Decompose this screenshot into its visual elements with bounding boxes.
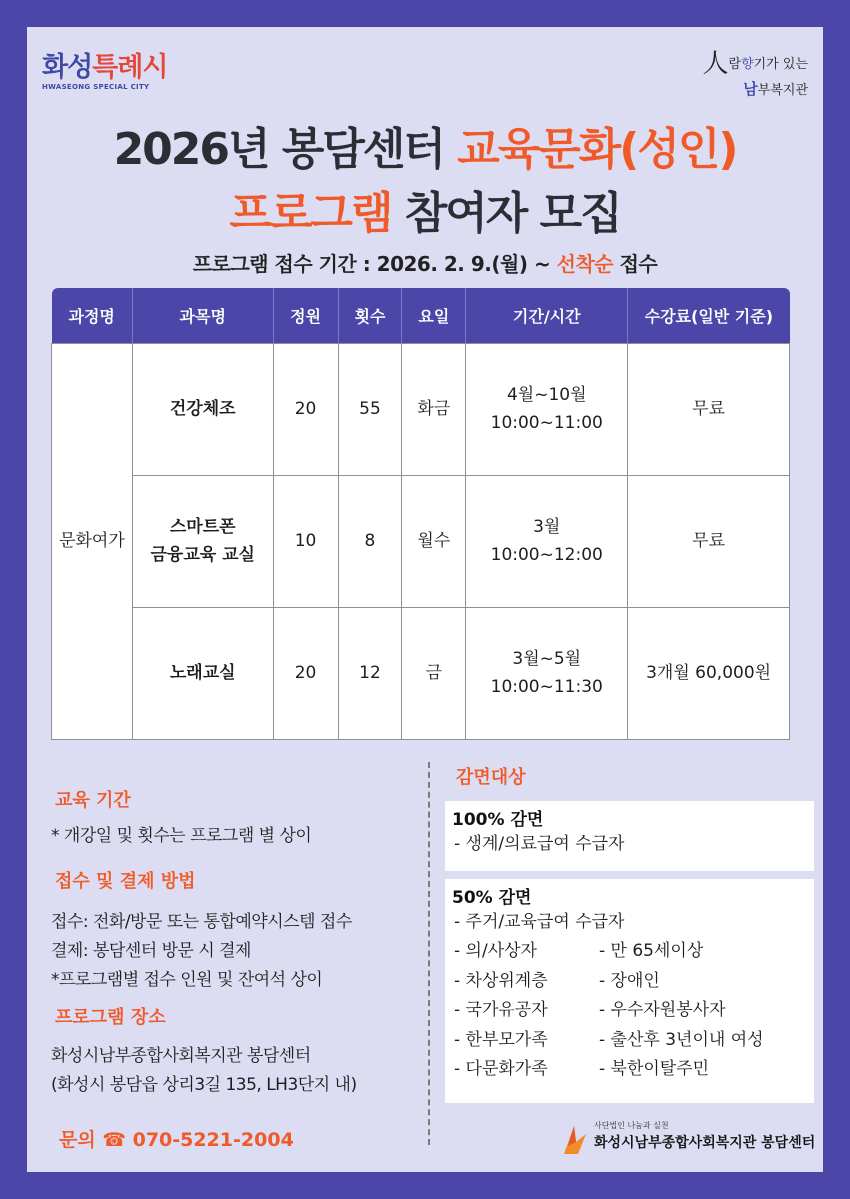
- title-line-2-b: 참여자 모집: [391, 188, 621, 239]
- place-heading: 프로그램 장소: [55, 1007, 166, 1028]
- footer-org-main: 화성시남부종합사회복지관 봉담센터: [594, 1135, 816, 1151]
- logo-right-text-d: 남: [743, 80, 758, 98]
- sessions-cell: 55: [338, 344, 402, 476]
- discount-item: - 출산후 3년이내 여성: [599, 1029, 764, 1050]
- fee-cell: 무료: [628, 476, 790, 608]
- program-table: [51, 288, 790, 740]
- schedule-time: 10:00~11:30: [490, 676, 603, 697]
- schedule-time: 10:00~12:00: [490, 544, 603, 565]
- footer-org-small: 사단법인 나눔과 실천: [594, 1121, 669, 1130]
- col-header: 정원: [273, 288, 338, 344]
- days-cell: 금: [402, 608, 466, 740]
- edu-period-text: * 개강일 및 횟수는 프로그램 별 상이: [51, 826, 312, 846]
- days-cell: 화금: [402, 344, 466, 476]
- apply-text: [51, 908, 352, 995]
- edu-period-heading: 교육 기간: [55, 790, 131, 811]
- discount-item: - 주거/교육급여 수급자: [454, 912, 625, 932]
- logo-subtitle: HWASEONG SPECIAL CITY: [42, 83, 150, 91]
- subject-name: 스마트폰: [169, 517, 236, 538]
- discount-box-100: [445, 801, 814, 871]
- footer-logo: [562, 1120, 822, 1152]
- discount-item: - 다문화가족: [454, 1059, 548, 1079]
- discount-box-50: [445, 879, 814, 1103]
- col-header: 수강료(일반 기준): [628, 288, 790, 344]
- discount-item: - 국가유공자: [454, 1000, 548, 1020]
- logo-text-b: 특례시: [92, 52, 168, 83]
- schedule-period: 3월: [533, 517, 561, 538]
- place-line: 화성시남부종합사회복지관 봉담센터: [51, 1046, 311, 1066]
- poster: [27, 27, 823, 1172]
- schedule-cell: [466, 476, 628, 608]
- apply-line: 결제: 봉담센터 방문 시 결제: [51, 941, 251, 961]
- col-header: 기간/시간: [466, 288, 628, 344]
- period-text-a: 프로그램 접수 기간 : 2026. 2. 9.(월) ~: [192, 252, 557, 276]
- apply-line: 접수: 전화/방문 또는 통합예약시스템 접수: [51, 912, 352, 932]
- subject-cell: [132, 476, 273, 608]
- sessions-cell: 8: [338, 476, 402, 608]
- sharing-logo-icon: [562, 1124, 588, 1156]
- period-text-c: 접수: [613, 252, 658, 276]
- course-cell: 문화여가: [52, 344, 133, 740]
- discount-item: - 우수자원봉사자: [599, 1000, 726, 1020]
- discount-item-grid: [454, 937, 814, 1085]
- title-line-1-b: 교육문화(성인): [457, 124, 737, 175]
- schedule-cell: [466, 608, 628, 740]
- discount-item: - 의/사상자: [454, 941, 537, 961]
- capacity-cell: 10: [273, 476, 338, 608]
- logo-right-text-c: 기가 있는: [753, 57, 808, 72]
- discount-item: - 생계/의료급여 수급자: [454, 834, 625, 854]
- period-text-b: 선착순: [556, 252, 614, 276]
- subject-cell: [132, 344, 273, 476]
- col-header: 횟수: [338, 288, 402, 344]
- fee-cell: 3개월 60,000원: [628, 608, 790, 740]
- capacity-cell: 20: [273, 344, 338, 476]
- place-text: [51, 1042, 357, 1100]
- title-line-2-a: 프로그램: [229, 188, 392, 239]
- subject-name: 건강체조: [169, 398, 236, 419]
- table-row: [52, 476, 790, 608]
- sessions-cell: 12: [338, 608, 402, 740]
- apply-line: *프로그램별 접수 인원 및 잔여석 상이: [51, 970, 323, 990]
- contact-phone: 문의 ☎ 070-5221-2004: [59, 1129, 294, 1151]
- table-header-row: [52, 288, 790, 344]
- col-header: 과정명: [52, 288, 133, 344]
- person-icon: 人: [702, 49, 729, 79]
- title-line-1-a: 2026년 봉담센터: [113, 124, 458, 175]
- days-cell: 월수: [402, 476, 466, 608]
- schedule-period: 4월~10월: [506, 385, 587, 406]
- schedule-period: 3월~5월: [512, 649, 582, 670]
- discount-heading: 감면대상: [456, 767, 526, 788]
- title-line-1: [27, 113, 823, 177]
- apply-heading: 접수 및 결제 방법: [55, 871, 196, 892]
- fee-cell: 무료: [628, 344, 790, 476]
- schedule-cell: [466, 344, 628, 476]
- table-row: [52, 608, 790, 740]
- logo-right-text-b: 향: [741, 57, 754, 72]
- logo-right-text-e: 부복지관: [757, 83, 808, 98]
- logo-text-a: 화성: [42, 52, 93, 83]
- subject-name: 노래교실: [169, 662, 236, 683]
- col-header: 요일: [402, 288, 466, 344]
- subject-cell: [132, 608, 273, 740]
- welfare-center-logo: [702, 43, 808, 99]
- discount-item: - 만 65세이상: [599, 941, 704, 961]
- discount-item: - 북한이탈주민: [599, 1059, 710, 1079]
- hwaseong-logo: [42, 45, 167, 91]
- section-divider: [428, 762, 430, 1145]
- discount-item: - 차상위계층: [454, 970, 548, 991]
- application-period: [27, 248, 823, 277]
- title-line-2: [27, 177, 823, 241]
- capacity-cell: 20: [273, 608, 338, 740]
- schedule-time: 10:00~11:00: [490, 412, 603, 433]
- discount-box-title: 100% 감면: [452, 810, 544, 830]
- logo-right-text-a: 람: [728, 57, 742, 72]
- discount-box-title: 50% 감면: [452, 888, 532, 908]
- subject-name-line-2: 금융교육 교실: [150, 544, 255, 565]
- discount-item: - 장애인: [599, 970, 660, 991]
- table-row: [52, 344, 790, 476]
- discount-item: - 한부모가족: [454, 1029, 548, 1050]
- col-header: 과목명: [132, 288, 273, 344]
- place-line: (화성시 봉담읍 상리3길 135, LH3단지 내): [51, 1075, 357, 1095]
